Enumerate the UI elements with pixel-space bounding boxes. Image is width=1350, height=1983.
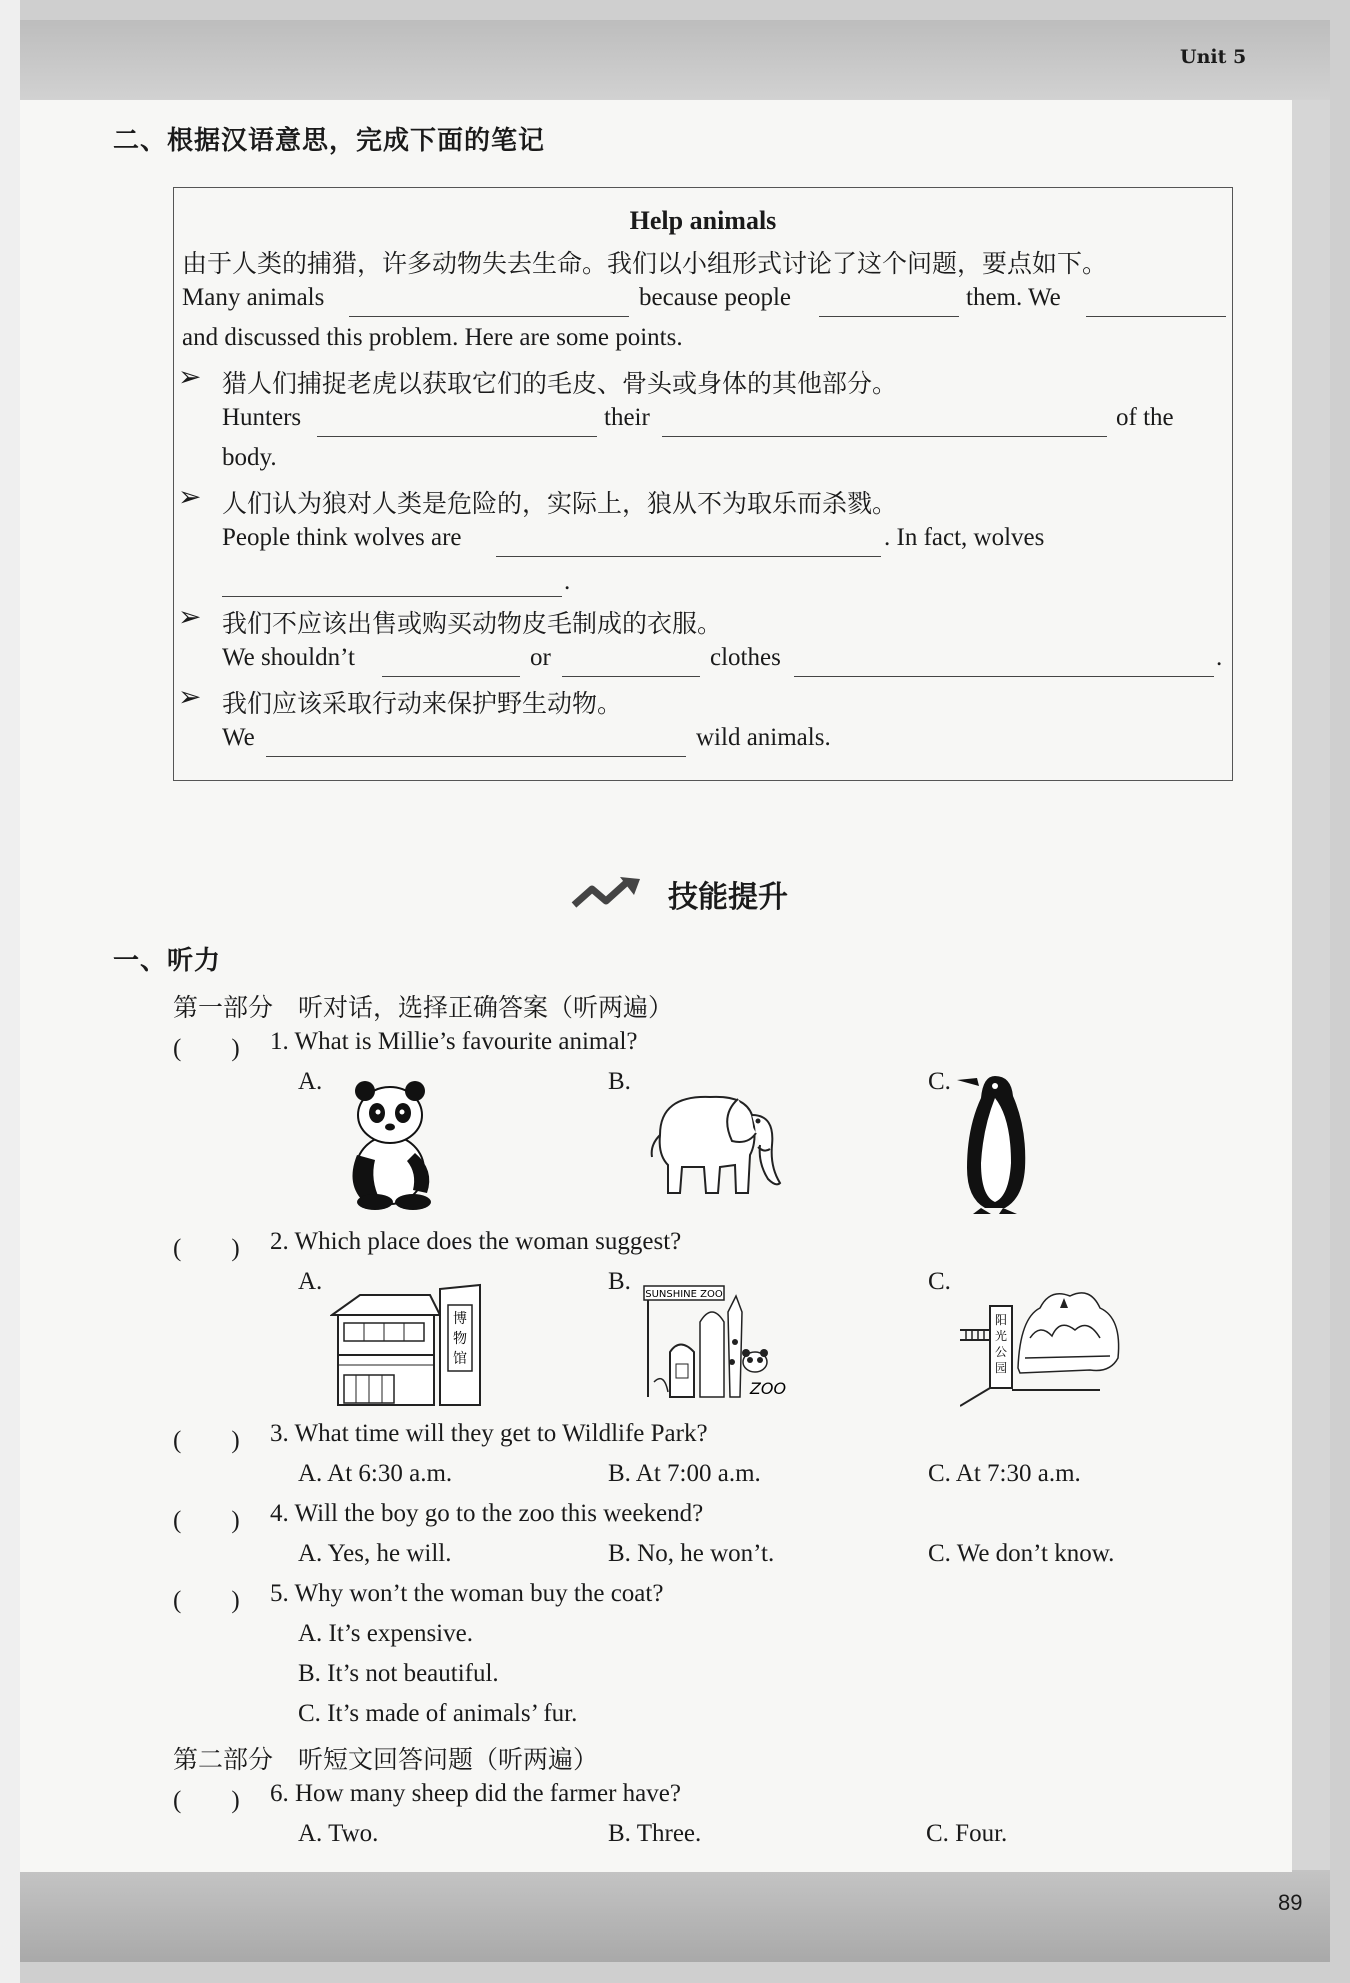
option-b: B. It’s not beautiful. — [298, 1660, 499, 1687]
option-label: A. — [298, 1268, 323, 1295]
answer-paren[interactable]: ( ) — [173, 1587, 240, 1614]
listening-heading: 一、听力 — [113, 946, 222, 976]
option-b: B. At 7:00 a.m. — [608, 1460, 761, 1487]
answer-paren[interactable]: ( ) — [173, 1035, 240, 1062]
park-sign-text: 园 — [994, 1361, 1008, 1375]
point4-text-b: wild animals. — [696, 724, 831, 751]
option-c: C. Four. — [926, 1820, 1008, 1847]
answer-blank[interactable] — [496, 556, 881, 557]
scan-edge — [0, 0, 20, 1983]
question-3: 3. What time will they get to Wildlife Park? — [270, 1420, 708, 1447]
museum-sign-text: 物 — [453, 1331, 467, 1347]
point1-zh: 猎人们捕捉老虎以获取它们的毛皮、骨头或身体的其他部分。 — [222, 369, 898, 398]
option-label: C. — [928, 1068, 951, 1095]
unit-label: Unit 5 — [1180, 46, 1247, 68]
option-a: A. Two. — [298, 1820, 379, 1847]
answer-blank[interactable] — [819, 316, 959, 317]
bullet-arrow-icon: ➢ — [178, 360, 202, 393]
point3-text-a: We shouldn’t — [222, 644, 355, 671]
museum-sign-text: 博 — [453, 1311, 467, 1327]
answer-blank[interactable] — [317, 436, 597, 437]
option-label: B. — [608, 1268, 631, 1295]
section-heading: 二、根据汉语意思，完成下面的笔记 — [113, 126, 546, 156]
point3-text-b: or — [530, 644, 551, 671]
panda-image[interactable] — [335, 1075, 445, 1210]
point2-text-b: . In fact, wolves — [884, 524, 1045, 551]
line1-text-b: because people — [639, 284, 792, 311]
park-sign-text: 光 — [994, 1329, 1008, 1343]
option-c: C. We don’t know. — [928, 1540, 1115, 1567]
bullet-arrow-icon: ➢ — [178, 680, 202, 713]
zoo-sign-text: SUNSHINE ZOO — [645, 1289, 723, 1300]
zoo-logo-text: ZOO — [749, 1379, 787, 1398]
scan-shadow-top — [20, 20, 1330, 102]
answer-paren[interactable]: ( ) — [173, 1787, 240, 1814]
museum-image[interactable] — [330, 1275, 490, 1410]
trend-arrow-icon — [570, 877, 654, 911]
part2-instruction: 第二部分 听短文回答问题（听两遍） — [173, 1745, 599, 1774]
page-number: 89 — [1278, 1890, 1303, 1915]
zoo-image[interactable] — [640, 1282, 790, 1402]
park-sign-text: 公 — [994, 1345, 1008, 1359]
option-c: C. It’s made of animals’ fur. — [298, 1700, 578, 1727]
option-a: A. It’s expensive. — [298, 1620, 473, 1647]
park-sign-text: 阳 — [994, 1313, 1008, 1327]
question-5: 5. Why won’t the woman buy the coat? — [270, 1580, 664, 1607]
answer-paren[interactable]: ( ) — [173, 1507, 240, 1534]
option-label: A. — [298, 1068, 323, 1095]
question-4: 4. Will the boy go to the zoo this weekend? — [270, 1500, 704, 1527]
option-label: C. — [928, 1268, 951, 1295]
point3-zh: 我们不应该出售或购买动物皮毛制成的衣服。 — [222, 609, 723, 638]
answer-blank[interactable] — [266, 756, 686, 757]
question-1: 1. What is Millie’s favourite animal? — [270, 1028, 638, 1055]
skills-title: 技能提升 — [668, 880, 788, 915]
point1-text-c: of the — [1116, 404, 1174, 431]
point4-zh: 我们应该采取行动来保护野生动物。 — [222, 689, 623, 718]
bullet-arrow-icon: ➢ — [178, 600, 202, 633]
point2-zh: 人们认为狼对人类是危险的，实际上，狼从不为取乐而杀戮。 — [222, 489, 898, 518]
answer-blank[interactable] — [662, 436, 1107, 437]
option-a: A. Yes, he will. — [298, 1540, 452, 1567]
answer-blank[interactable] — [794, 676, 1214, 677]
point2-text-a: People think wolves are — [222, 524, 462, 551]
option-label: B. — [608, 1068, 631, 1095]
point1-text-b: their — [604, 404, 650, 431]
point4-text-a: We — [222, 724, 255, 751]
line1-text-c: them. We — [966, 284, 1061, 311]
point1-text-a: Hunters — [222, 404, 302, 431]
answer-blank[interactable] — [222, 596, 562, 597]
option-b: B. Three. — [608, 1820, 702, 1847]
elephant-image[interactable] — [640, 1075, 790, 1200]
answer-blank[interactable] — [1086, 316, 1226, 317]
scan-shadow-right — [1292, 100, 1330, 1872]
question-6: 6. How many sheep did the farmer have? — [270, 1780, 681, 1807]
answer-blank[interactable] — [382, 676, 520, 677]
point3-text-c: clothes — [710, 644, 781, 671]
notes-title: Help animals — [629, 206, 777, 235]
question-2: 2. Which place does the woman suggest? — [270, 1228, 682, 1255]
scan-shadow-bottom — [20, 1870, 1330, 1962]
skills-header — [570, 872, 788, 916]
answer-blank[interactable] — [349, 316, 629, 317]
point1-text-d: body. — [222, 444, 277, 471]
answer-blank[interactable] — [562, 676, 700, 677]
notes-box — [173, 187, 1233, 781]
park-image[interactable] — [960, 1278, 1125, 1408]
answer-paren[interactable]: ( ) — [173, 1235, 240, 1262]
option-c: C. At 7:30 a.m. — [928, 1460, 1081, 1487]
part1-instruction: 第一部分 听对话，选择正确答案（听两遍） — [173, 993, 674, 1022]
point3-text-d: . — [1216, 644, 1223, 671]
bullet-arrow-icon: ➢ — [178, 480, 202, 513]
option-b: B. No, he won’t. — [608, 1540, 775, 1567]
intro-zh: 由于人类的捕猎，许多动物失去生命。我们以小组形式讨论了这个问题，要点如下。 — [182, 249, 1108, 278]
point2-text-c: . — [564, 568, 571, 595]
answer-paren[interactable]: ( ) — [173, 1427, 240, 1454]
line1-text-a: Many animals — [182, 284, 325, 311]
museum-sign-text: 馆 — [453, 1351, 467, 1367]
option-a: A. At 6:30 a.m. — [298, 1460, 453, 1487]
line2-text: and discussed this problem. Here are some points. — [182, 324, 683, 351]
penguin-image[interactable] — [955, 1068, 1035, 1218]
